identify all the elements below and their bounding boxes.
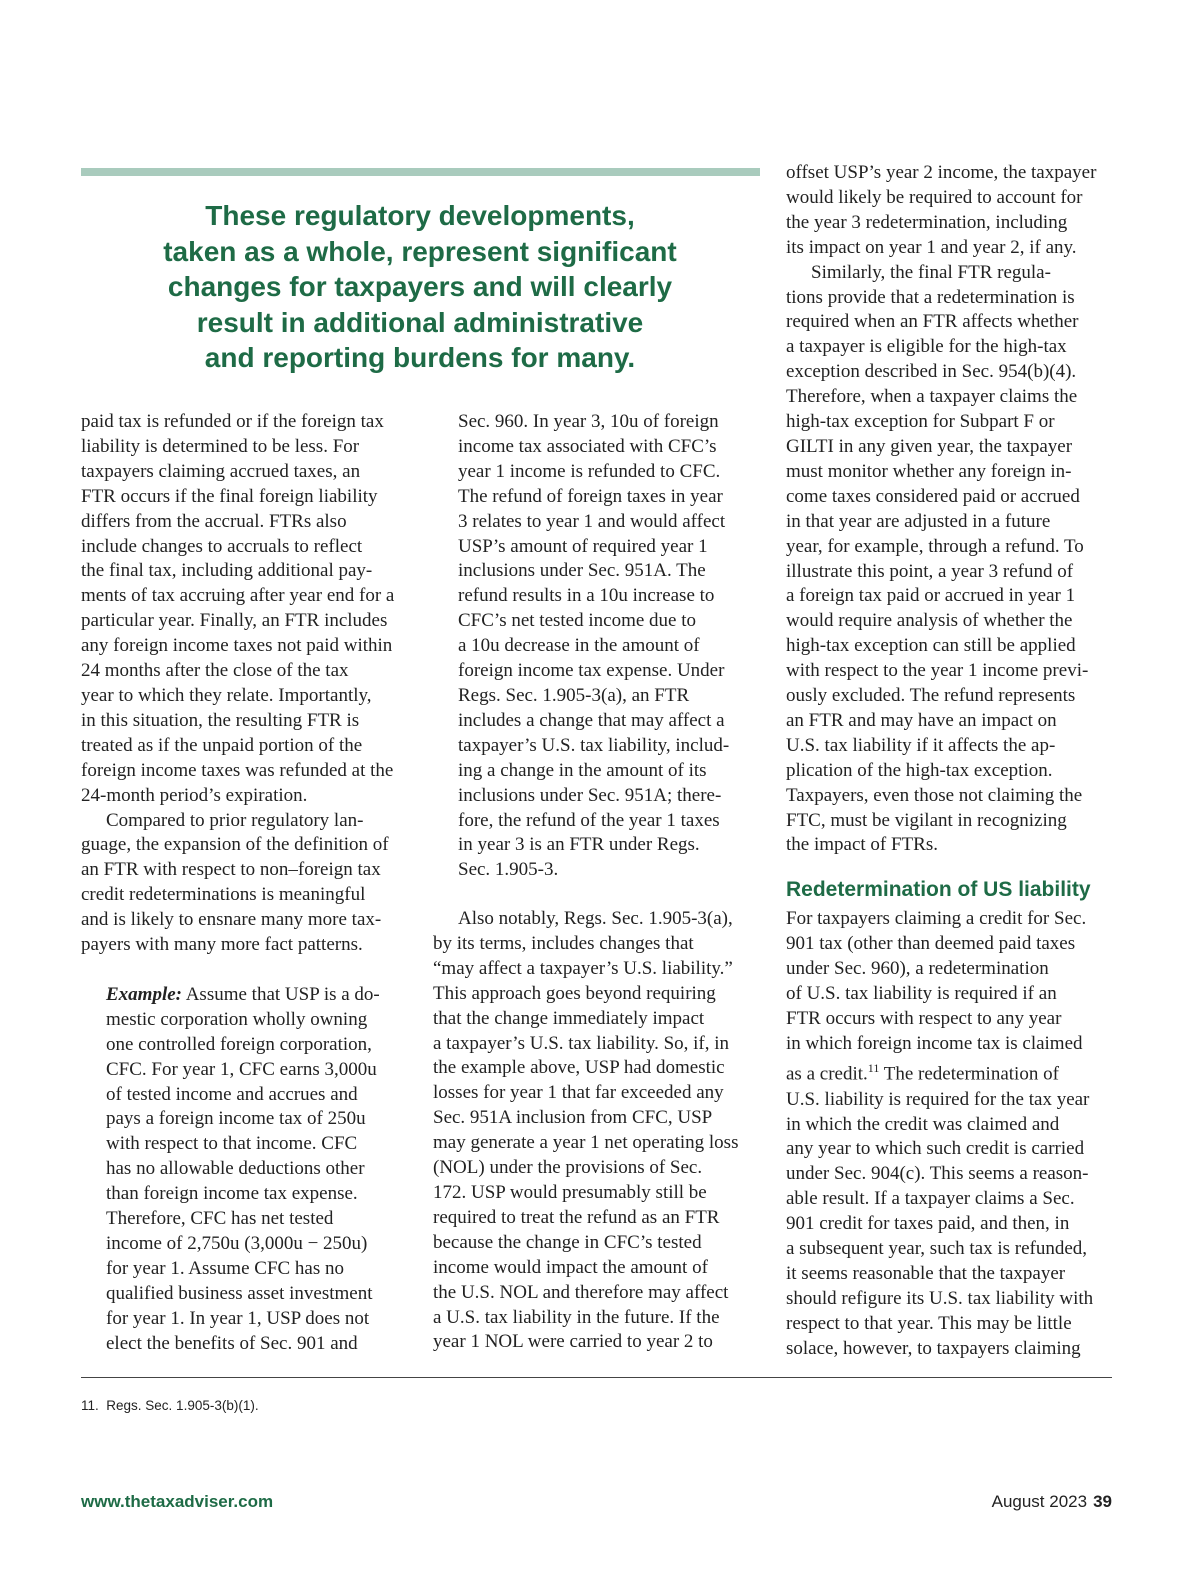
- text-line: because the change in CFC’s tested: [433, 1231, 702, 1253]
- text-line: the example above, USP had domestic: [433, 1057, 725, 1079]
- text-line: that the change immediately impact: [433, 1007, 705, 1029]
- text-line: FTR occurs with respect to any year: [786, 1007, 1062, 1029]
- pull-quote: [90, 198, 750, 376]
- text-line: inclusions under Sec. 951A. The: [458, 560, 706, 582]
- text-line: CFC. For year 1, CFC earns 3,000u: [106, 1058, 377, 1080]
- text-line: in year 3 is an FTR under Regs.: [458, 834, 700, 856]
- text-line: of U.S. tax liability is required if an: [786, 982, 1057, 1004]
- text-line: treated as if the unpaid portion of the: [81, 734, 363, 756]
- text-line: and is likely to ensnare many more tax-: [81, 909, 382, 931]
- text-line: in which the credit was claimed and: [786, 1113, 1060, 1135]
- text-line: 901 credit for taxes paid, and then, in: [786, 1213, 1070, 1235]
- text-line: the final tax, including additional pay-: [81, 560, 373, 582]
- text-line: particular year. Finally, an FTR includes: [81, 610, 388, 632]
- text-line: credit redeterminations is meaningful: [81, 884, 366, 906]
- text-line: exception described in Sec. 954(b)(4).: [786, 361, 1077, 383]
- text-line: “may affect a taxpayer’s U.S. liability.”: [433, 957, 733, 979]
- text-line: 24-month period’s expiration.: [81, 784, 308, 806]
- text-line: a U.S. tax liability in the future. If the: [433, 1306, 720, 1328]
- example-continuation: [458, 410, 758, 883]
- example-lines: [106, 1008, 411, 1357]
- text-line: CFC’s net tested income due to: [458, 610, 697, 632]
- footnote-divider: [81, 1377, 1112, 1378]
- paragraph: [433, 907, 758, 1355]
- column-2-example-continued: [458, 410, 758, 883]
- text-line: high-tax exception for Subpart F or: [786, 411, 1055, 433]
- text: as a credit.: [786, 1063, 868, 1085]
- text-line: a taxpayer is eligible for the high-tax: [786, 336, 1067, 358]
- text-line: Therefore, when a taxpayer claims the: [786, 386, 1078, 408]
- text-line: the impact of FTRs.: [786, 834, 938, 856]
- column-3: [786, 161, 1116, 858]
- text-line: USP’s amount of required year 1: [458, 535, 708, 557]
- text-line: would require analysis of whether the: [786, 610, 1073, 632]
- text-line: U.S. liability is required for the tax year: [786, 1088, 1090, 1110]
- text-line: U.S. tax liability if it affects the ap-: [786, 734, 1056, 756]
- text-line: may generate a year 1 net operating loss: [433, 1132, 739, 1154]
- text-line: its impact on year 1 and year 2, if any.: [786, 236, 1077, 258]
- text-line: the year 3 redetermination, including: [786, 211, 1068, 233]
- text-line: GILTI in any given year, the taxpayer: [786, 435, 1073, 457]
- text-line: in this situation, the resulting FTR is: [81, 709, 360, 731]
- text-line: should refigure its U.S. tax liability with: [786, 1287, 1094, 1309]
- text-line: has no allowable deductions other: [106, 1158, 365, 1180]
- text-line: an FTR and may have an impact on: [786, 709, 1057, 731]
- text-line: under Sec. 904(c). This seems a reason-: [786, 1163, 1089, 1185]
- text-line: liability is determined to be less. For: [81, 435, 360, 457]
- folio: [992, 1492, 1112, 1512]
- example-first-line: [106, 983, 411, 1008]
- footnote-text: Regs. Sec. 1.905-3(b)(1).: [106, 1398, 259, 1413]
- text-line: Sec. 1.905-3.: [458, 859, 559, 881]
- text-line: high-tax exception can still be applied: [786, 635, 1076, 657]
- text-line: one controlled foreign corporation,: [106, 1033, 372, 1055]
- text-line: inclusions under Sec. 951A; there-: [458, 784, 722, 806]
- text-line: of tested income and accrues and: [106, 1083, 358, 1105]
- paragraph: [786, 907, 1116, 1056]
- line-with-footnote: [786, 1056, 1116, 1087]
- text-line: a 10u decrease in the amount of: [458, 635, 700, 657]
- text-line: qualified business asset investment: [106, 1282, 373, 1304]
- text-line: income of 2,750u (3,000u − 250u): [106, 1233, 368, 1254]
- example-text: Assume that USP is a do-: [185, 983, 380, 1005]
- paragraph: [81, 809, 411, 958]
- footnote-number: 11.: [81, 1398, 99, 1413]
- text-line: year to which they relate. Importantly,: [81, 684, 372, 706]
- pull-quote-rule: [81, 168, 760, 176]
- text-line: Compared to prior regulatory lan-: [106, 809, 364, 831]
- text-line: in that year are adjusted in a future: [786, 510, 1051, 532]
- text-line: able result. If a taxpayer claims a Sec.: [786, 1188, 1075, 1210]
- text-line: Also notably, Regs. Sec. 1.905-3(a),: [458, 908, 733, 929]
- text-line: Similarly, the final FTR regula-: [811, 261, 1051, 283]
- text-line: would likely be required to account for: [786, 186, 1083, 208]
- text-line: a taxpayer’s U.S. tax liability. So, if, in: [433, 1032, 730, 1054]
- text-line: 24 months after the close of the tax: [81, 660, 349, 682]
- text-line: differs from the accrual. FTRs also: [81, 510, 347, 532]
- text-line: taxpayer’s U.S. tax liability, includ-: [458, 734, 730, 756]
- text-line: fore, the refund of the year 1 taxes: [458, 809, 720, 831]
- pull-quote-line: result in additional administrative: [196, 306, 644, 338]
- text-line: include changes to accruals to reflect: [81, 535, 363, 557]
- text-line: with respect to that income. CFC: [106, 1133, 358, 1155]
- text-line: Regs. Sec. 1.905-3(a), an FTR: [458, 684, 690, 706]
- text-line: For taxpayers claiming a credit for Sec.: [786, 908, 1087, 929]
- text-line: Taxpayers, even those not claiming the: [786, 784, 1083, 806]
- text-line: elect the benefits of Sec. 901 and: [106, 1332, 358, 1354]
- paragraph: [786, 161, 1116, 261]
- text-line: with respect to the year 1 income previ-: [786, 660, 1089, 682]
- text-line: under Sec. 960), a redetermination: [786, 957, 1049, 979]
- pull-quote-line: taken as a whole, represent significant: [163, 235, 677, 267]
- text-line: paid tax is refunded or if the foreign tax: [81, 411, 384, 432]
- pull-quote-line: These regulatory developments,: [205, 200, 635, 231]
- text-line: for year 1. Assume CFC has no: [106, 1257, 345, 1279]
- text-line: any year to which such credit is carried: [786, 1138, 1085, 1160]
- text-line: Sec. 960. In year 3, 10u of foreign: [458, 411, 719, 432]
- text-line: foreign income taxes was refunded at the: [81, 759, 394, 781]
- text-line: refund results in a 10u increase to: [458, 585, 715, 607]
- text-line: by its terms, includes changes that: [433, 932, 694, 954]
- text-line: payers with many more fact patterns.: [81, 934, 363, 956]
- text-line: required to treat the refund as an FTR: [433, 1206, 720, 1228]
- text-line: taxpayers claiming accrued taxes, an: [81, 460, 361, 482]
- text-line: the U.S. NOL and therefore may affect: [433, 1281, 729, 1303]
- pull-quote-line: and reporting burdens for many.: [204, 342, 636, 373]
- text-line: mestic corporation wholly owning: [106, 1008, 368, 1030]
- text-line: 901 tax (other than deemed paid taxes: [786, 932, 1076, 954]
- example-label: Example:: [106, 983, 182, 1005]
- text-line: pays a foreign income tax of 250u: [106, 1108, 366, 1130]
- text-line: year, for example, through a refund. To: [786, 535, 1084, 557]
- pull-quote-line: changes for taxpayers and will clearly: [167, 271, 673, 302]
- website-url[interactable]: www.thetaxadviser.com: [81, 1492, 274, 1511]
- text-line: plication of the high-tax exception.: [786, 759, 1053, 781]
- issue-date: August 2023: [991, 1492, 1088, 1511]
- text-line: for year 1. In year 1, USP does not: [106, 1307, 370, 1329]
- text-line: This approach goes beyond requiring: [433, 982, 716, 1004]
- text-line: year 1 NOL were carried to year 2 to: [433, 1331, 713, 1353]
- text-line: any foreign income taxes not paid within: [81, 635, 393, 657]
- page-number: 39: [1093, 1492, 1112, 1511]
- paragraph: [81, 410, 411, 809]
- text-line: year 1 income is refunded to CFC.: [458, 460, 721, 482]
- text-line: ments of tax accruing after year end for a: [81, 585, 395, 607]
- paragraph: [786, 261, 1116, 859]
- text-line: FTC, must be vigilant in recognizing: [786, 809, 1067, 831]
- example-block: [81, 983, 411, 1357]
- text-line: offset USP’s year 2 income, the taxpayer: [786, 162, 1097, 183]
- text-line: The refund of foreign taxes in year: [458, 485, 723, 507]
- text-line: ously excluded. The refund represents: [786, 685, 1076, 707]
- text-line: losses for year 1 that far exceeded any: [433, 1082, 724, 1104]
- text-line: guage, the expansion of the definition of: [81, 834, 389, 856]
- column-2-paragraph: [433, 907, 758, 1355]
- text-line: income tax associated with CFC’s: [458, 435, 717, 457]
- text-line: than foreign income tax expense.: [106, 1183, 358, 1205]
- column-1: [81, 410, 411, 1357]
- text: The redetermination of: [883, 1063, 1059, 1085]
- column-3-section: [786, 907, 1116, 1362]
- text-line: tions provide that a redetermination is: [786, 286, 1075, 308]
- text-line: FTR occurs if the final foreign liability: [81, 485, 378, 507]
- paragraph-cont: [786, 1088, 1116, 1362]
- text-line: (NOL) under the provisions of Sec.: [433, 1157, 703, 1179]
- text-line: a foreign tax paid or accrued in year 1: [786, 585, 1076, 607]
- text-line: income would impact the amount of: [433, 1256, 708, 1278]
- text-line: 172. USP would presumably still be: [433, 1181, 707, 1203]
- footnote-ref[interactable]: 11: [867, 1061, 880, 1076]
- text-line: Sec. 951A inclusion from CFC, USP: [433, 1107, 713, 1129]
- text-line: must monitor whether any foreign in-: [786, 460, 1072, 482]
- text-line: in which foreign income tax is claimed: [786, 1032, 1083, 1054]
- section-heading: Redetermination of US liability: [786, 878, 1091, 901]
- text-line: foreign income tax expense. Under: [458, 660, 725, 682]
- text-line: ing a change in the amount of its: [458, 759, 707, 781]
- text-line: come taxes considered paid or accrued: [786, 485, 1080, 507]
- text-line: it seems reasonable that the taxpayer: [786, 1263, 1066, 1285]
- text-line: includes a change that may affect a: [458, 709, 725, 731]
- text-line: solace, however, to taxpayers claiming: [786, 1337, 1081, 1359]
- text-line: illustrate this point, a year 3 refund of: [786, 560, 1074, 582]
- text-line: a subsequent year, such tax is refunded,: [786, 1238, 1088, 1260]
- text-line: required when an FTR affects whether: [786, 311, 1079, 333]
- text-line: Therefore, CFC has net tested: [106, 1208, 334, 1230]
- text-line: an FTR with respect to non–foreign tax: [81, 859, 381, 881]
- footnote: [81, 1398, 259, 1413]
- text-line: 3 relates to year 1 and would affect: [458, 510, 726, 532]
- text-line: respect to that year. This may be little: [786, 1312, 1072, 1334]
